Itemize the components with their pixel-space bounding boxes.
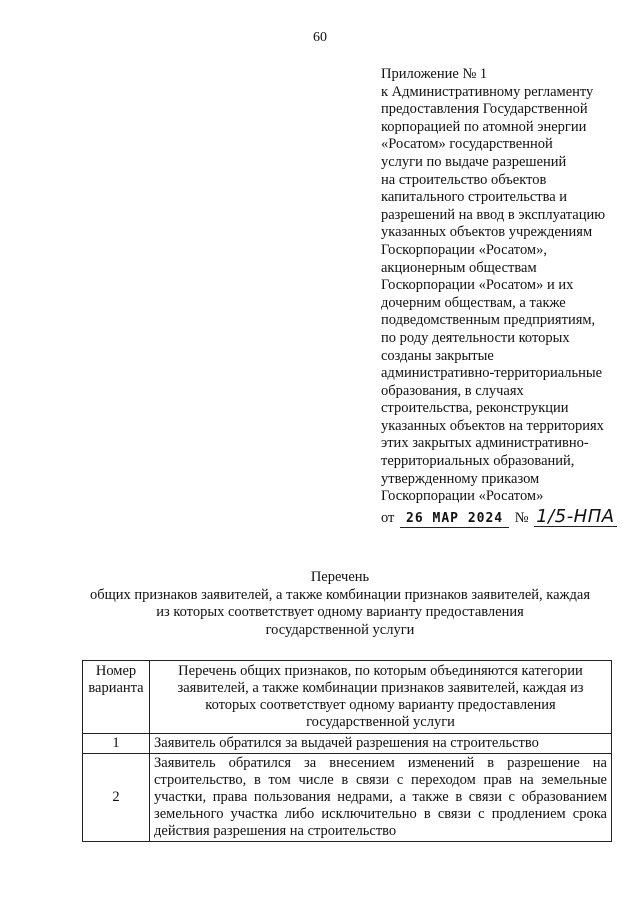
variant-description-cell: Заявитель обратился за внесением изменений в разрешение на строительство, в том числе в связи с переходом прав на земельные участки, права пользования недрами, а также в связи с образованием земельного участка либо исключительно в связи с продлением срока действия разрешения на строительство [150, 754, 612, 842]
document-heading [40, 569, 640, 639]
appendix-line: указанных объектов на территориях [381, 417, 604, 434]
appendix-line: строительства, реконструкции [381, 400, 569, 417]
number-prefix: № [514, 509, 529, 526]
order-number-handwritten: 1/5-НПА [536, 505, 615, 527]
appendix-line: услуги по выдаче разрешений [381, 153, 567, 170]
appendix-line: образования, в случаях [381, 382, 524, 399]
appendix-line: по роду деятельности которых [381, 329, 570, 346]
header-variant-number: Номер варианта [83, 661, 150, 734]
appendix-line: предоставления Государственной [381, 101, 588, 118]
page-number: 60 [313, 30, 327, 45]
variant-description-cell: Заявитель обратился за выдачей разрешения на строительство [150, 734, 612, 754]
heading-line: государственной услуги [265, 621, 415, 638]
heading-line: из которых соответствует одному варианту предоставления [156, 604, 524, 621]
date-prefix: от [381, 509, 395, 526]
appendix-line: «Росатом» государственной [381, 136, 553, 153]
appendix-line: дочерним обществам, а также [381, 294, 566, 311]
appendix-line: административно-территориальные [381, 365, 603, 382]
appendix-line: к Административному регламенту [381, 83, 594, 100]
appendix-line: Госкорпорации «Росатом» и их [381, 277, 574, 294]
variants-table [82, 660, 612, 842]
order-date-stamp: 26 МАР 2024 [400, 510, 509, 529]
appendix-line: акционерным обществам [381, 259, 537, 276]
appendix-line: подведомственным предприятиям, [381, 312, 596, 329]
order-date-line [381, 505, 637, 529]
table-row [83, 734, 612, 754]
appendix-line: Приложение № 1 [381, 66, 488, 82]
variant-number-cell: 2 [83, 754, 150, 842]
appendix-line: корпорацией по атомной энергии [381, 118, 587, 135]
heading-title: Перечень [310, 569, 370, 585]
appendix-line: Госкорпорации «Росатом», [381, 241, 547, 258]
appendix-line: территориальных образований, [381, 453, 575, 470]
table-row [83, 754, 612, 842]
appendix-line: этих закрытых административно- [381, 435, 589, 452]
appendix-line: утвержденному приказом [381, 470, 540, 487]
appendix-block [381, 66, 637, 528]
appendix-line: указанных объектов учреждениям [381, 224, 593, 241]
table-header-row [83, 661, 612, 734]
variant-number-cell: 1 [83, 734, 150, 754]
appendix-line: разрешений на ввод в эксплуатацию [381, 206, 606, 223]
header-features-list: Перечень общих признаков, по которым объединяются категории заявителей, а также комбинации признаков заявителей, каждая из которых соответствует одному варианту предоставления государственной услуги [150, 661, 612, 734]
heading-line: общих признаков заявителей, а также комбинации признаков заявителей, каждая [89, 586, 591, 603]
appendix-line: созданы закрытые [381, 347, 494, 364]
appendix-line: Госкорпорации «Росатом» [381, 488, 544, 505]
appendix-line: на строительство объектов [381, 171, 547, 188]
appendix-line: капитального строительства и [381, 189, 568, 206]
